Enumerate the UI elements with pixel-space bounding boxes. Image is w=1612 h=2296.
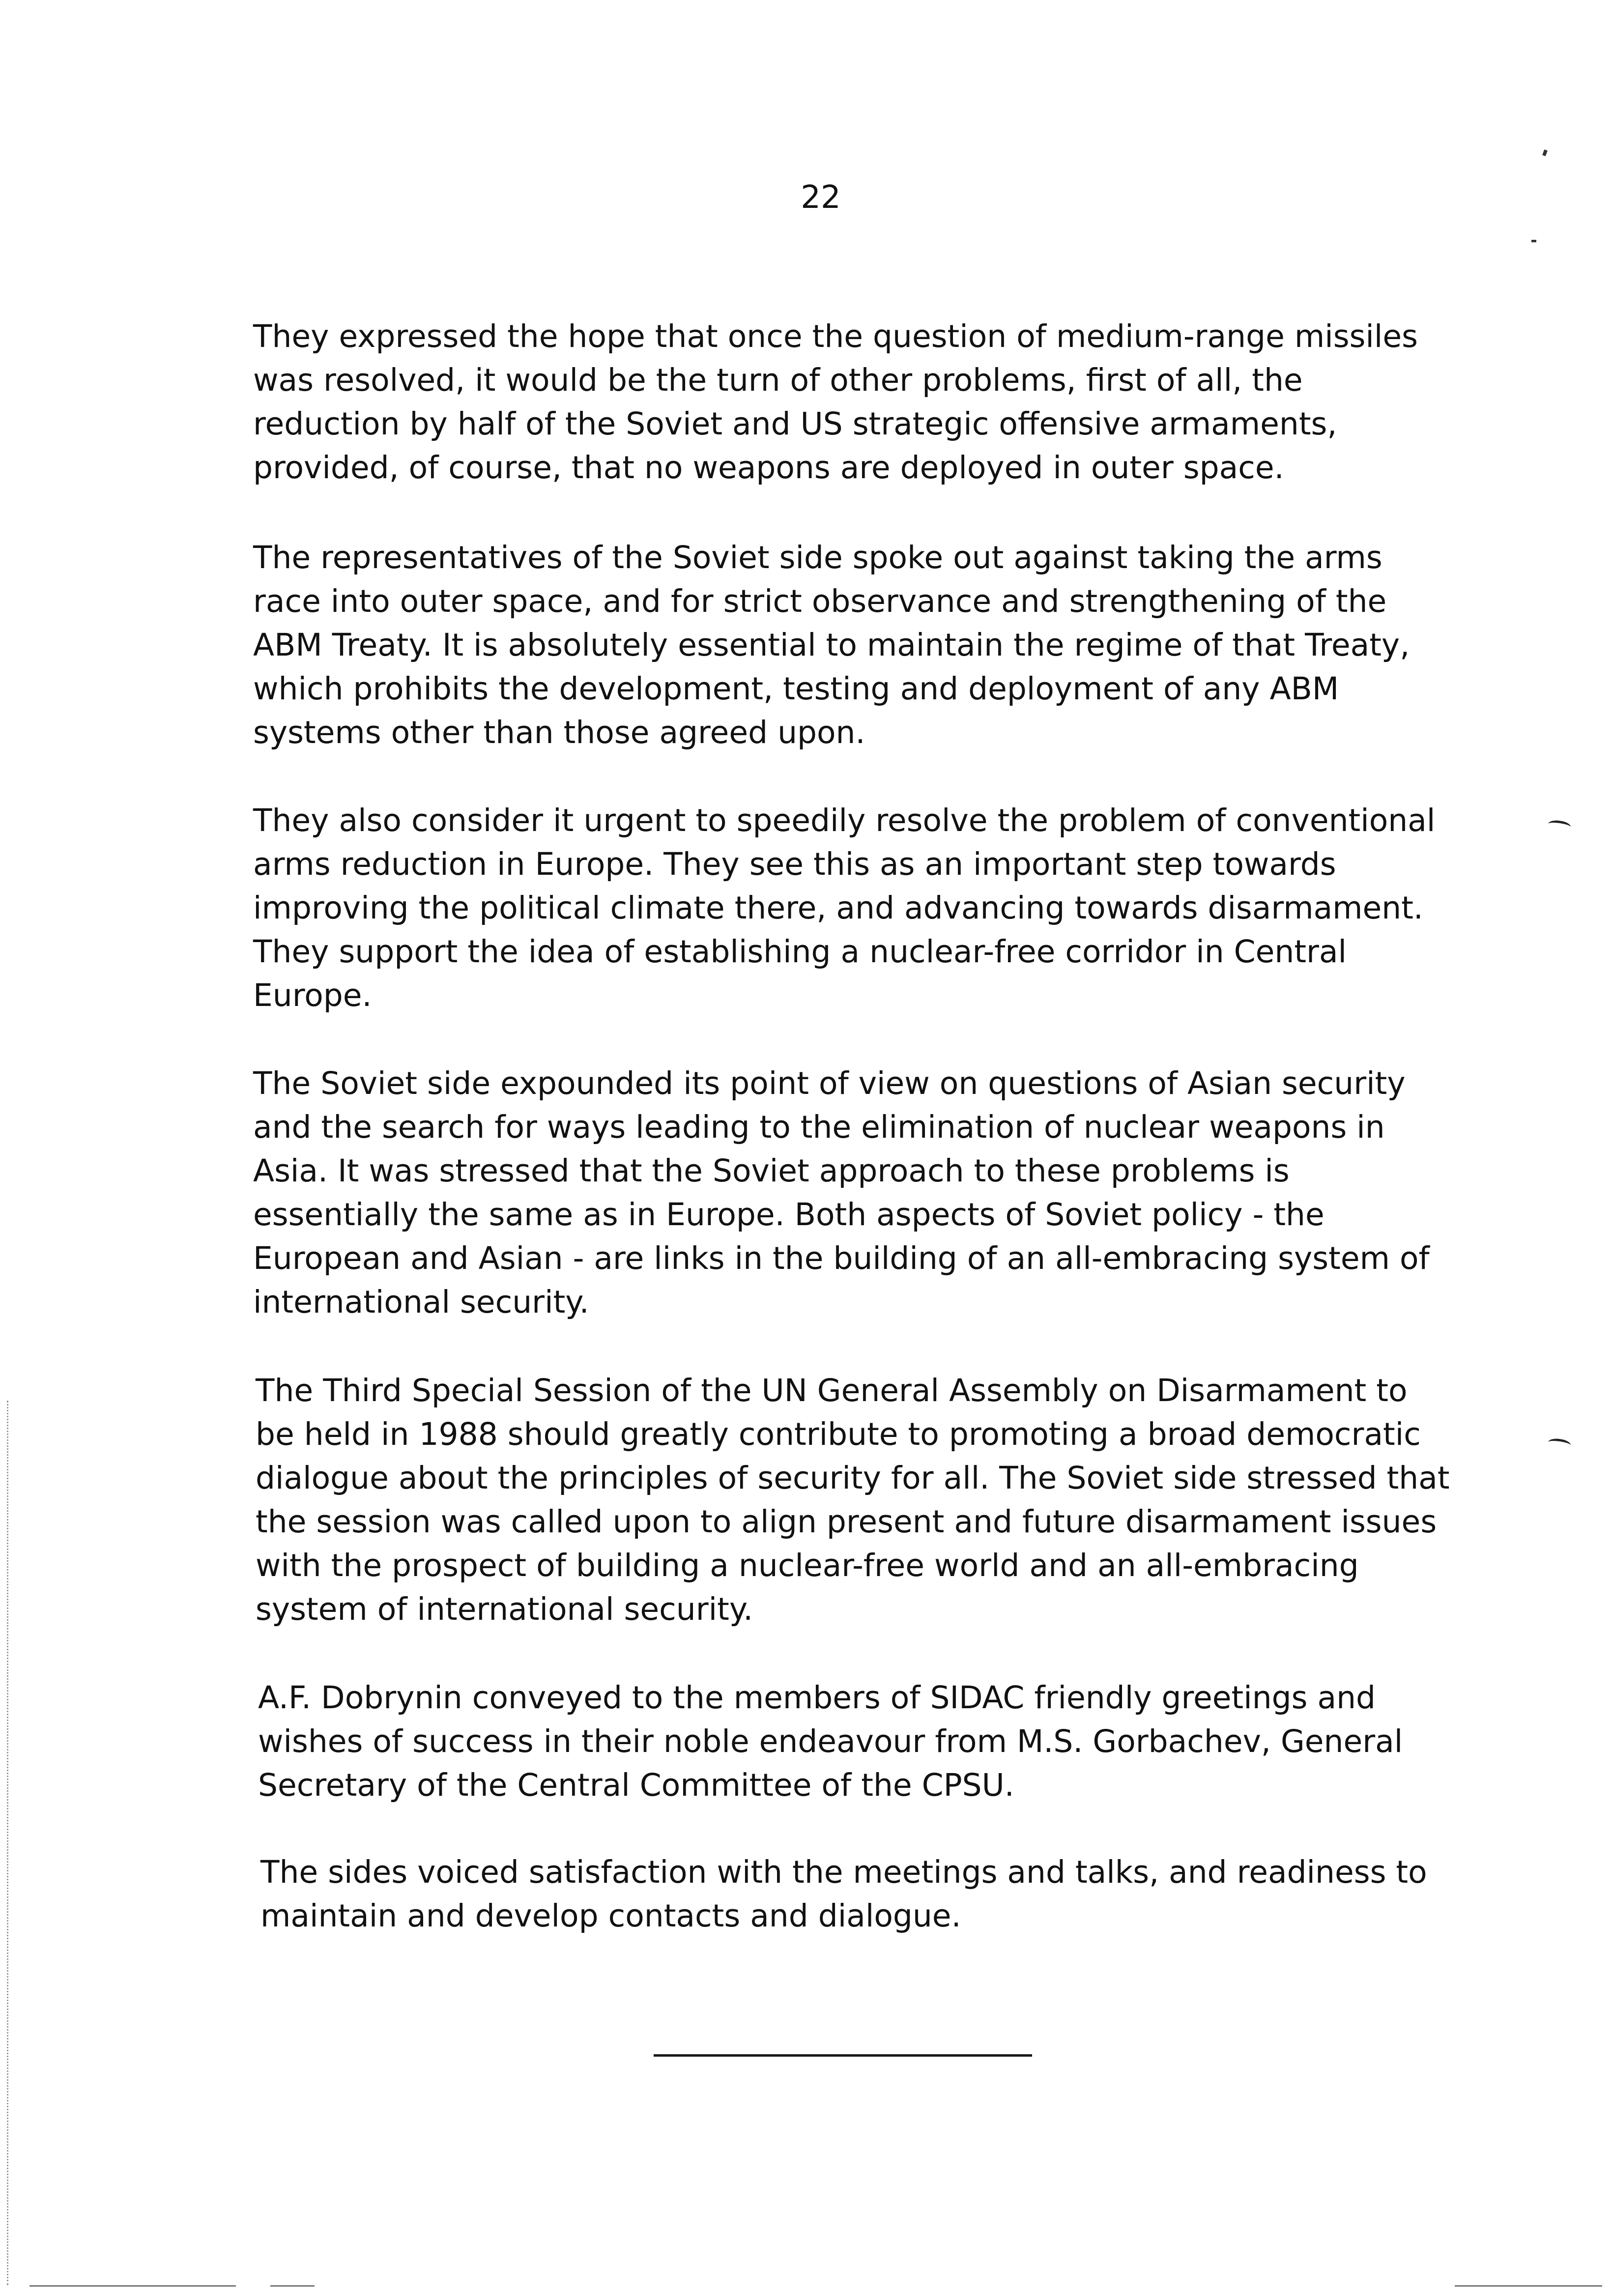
scan-speck	[1542, 149, 1548, 156]
margin-tick-mark	[1548, 1437, 1571, 1450]
paragraph-dobrynin-greetings: A.F. Dobrynin conveyed to the members of SIDAC friendly greetings and wishes of success in their noble endeavour from M.S. Gorbachev, General Secretary of the Central Committee of the CPSU.	[258, 1680, 1403, 1803]
margin-tick-mark	[1548, 819, 1571, 832]
scan-artifact-line	[270, 2285, 315, 2287]
paragraph-un-special-session: The Third Special Session of the UN General Assembly on Disarmament to be held in 1988 should greatly contribute to promoting a broad democratic dialogue about the principles of security for all. The Soviet side stressed that the session was called upon to align present and future disarmament issues with the prospect of building a nuclear-free world and an all-embracing system of international security.	[256, 1373, 1450, 1627]
scan-artifact-line	[1455, 2285, 1602, 2287]
end-of-text-rule	[654, 2054, 1032, 2057]
binding-edge-dots	[7, 1401, 11, 2285]
paragraph-asian-security: The Soviet side expounded its point of view on questions of Asian security and the search for ways leading to the elimination of nuclear weapons in Asia. It was stressed that the Soviet approach to these problems is essentially the same as in Europe. Both aspects of Soviet policy - the European and Asian - are links in the building of an all-embracing system of international security.	[253, 1065, 1430, 1320]
paragraph-medium-range-missiles: They expressed the hope that once the question of medium-range missiles was resolved, it would be the turn of other problems, first of all, the reduction by half of the Soviet and US strategic offensive armaments, provided, of course, that no weapons are deployed in outer space.	[253, 318, 1418, 486]
paragraph-abm-treaty: The representatives of the Soviet side spoke out against taking the arms race into outer space, and for strict observance and strengthening of the ABM Treaty. It is absolutely essential to maintain the regime of that Treaty, which prohibits the development, testing and deployment of any ABM systems other than those agreed upon.	[253, 540, 1410, 750]
paragraph-conventional-arms: They also consider it urgent to speedily resolve the problem of conventional arms reduction in Europe. They see this as an important step towards improving the political climate there, and advancing towards disarmament. They support the idea of establishing a nuclear-free corridor in Central Europe.	[253, 803, 1436, 1013]
page-number: 22	[801, 179, 841, 216]
scan-speck	[1531, 240, 1536, 242]
scan-artifact-line	[29, 2285, 236, 2287]
paragraph-closing-satisfaction: The sides voiced satisfaction with the meetings and talks, and readiness to maintain and develop contacts and dialogue.	[260, 1854, 1427, 1934]
